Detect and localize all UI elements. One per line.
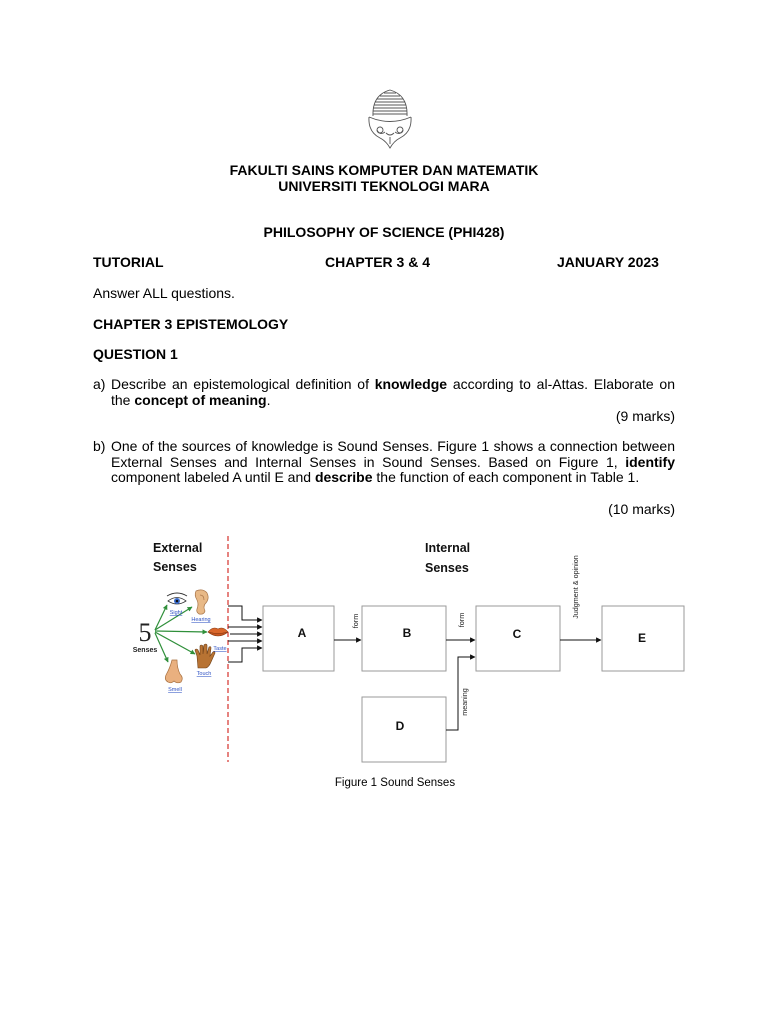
part-a-keyword: knowledge (374, 376, 448, 392)
senses-count: 5 (138, 618, 152, 647)
external-senses-label: External (153, 541, 203, 555)
external-senses-label: Senses (153, 560, 197, 574)
university-logo (360, 86, 420, 152)
nose-icon (165, 660, 182, 683)
logo-center-mark (386, 133, 394, 144)
document-type: TUTORIAL (93, 254, 164, 270)
eye-icon (167, 593, 187, 604)
arrow-label-d-to-c: meaning (460, 688, 469, 716)
section-title: CHAPTER 3 EPISTEMOLOGY (93, 316, 289, 332)
part-a-segment: according to al-Attas. Elaborate on the (111, 376, 675, 408)
five-senses-illustration (133, 590, 228, 693)
part-b-marker: b) (93, 438, 106, 454)
sense-label-touch: Touch (196, 671, 212, 677)
internal-senses-label: Internal (425, 541, 471, 555)
input-arrow (228, 606, 262, 620)
sense-arrow-touch (155, 632, 195, 654)
question-title: QUESTION 1 (93, 346, 178, 362)
part-b-segment: component labeled A until E and (111, 469, 315, 486)
sense-label-smell: Smell (168, 687, 182, 693)
part-b-keyword: describe (314, 469, 373, 486)
part-a-segment: Describe an epistemological definition of (111, 376, 375, 392)
part-b-marks: (10 marks) (608, 501, 675, 517)
component-label-b: B (402, 626, 412, 640)
sound-senses-figure (0, 520, 768, 780)
component-label-c: C (512, 627, 522, 641)
part-b-segment: One of the sources of knowledge is Sound Senses. Figure 1 shows a connection between External Senses and Internal Senses in Sound Senses. Based on Figure 1, (111, 438, 675, 470)
input-arrows-to-a (228, 606, 262, 662)
lips-icon (208, 628, 228, 636)
ear-icon (195, 590, 208, 614)
hand-icon (195, 644, 215, 668)
part-b-keyword: identify (625, 453, 675, 470)
faculty-name: FAKULTI SAINS KOMPUTER DAN MATEMATIK (229, 162, 539, 178)
arrow-label-a-to-b: form (351, 613, 360, 629)
part-b-text (111, 439, 675, 486)
arrow-label-c-to-e: Judgment & opinion (571, 555, 580, 619)
component-label-d: D (395, 719, 405, 733)
logo-book-stack (373, 93, 407, 114)
chapter-range: CHAPTER 3 & 4 (325, 254, 431, 270)
logo-outline-top (373, 90, 407, 116)
university-name: UNIVERSITI TEKNOLOGI MARA (278, 178, 490, 194)
instruction-text: Answer ALL questions. (93, 285, 235, 301)
component-label-a: A (297, 626, 307, 640)
internal-senses-label: Senses (425, 561, 469, 575)
input-arrow (228, 648, 262, 662)
sense-label-sight: Sight (169, 610, 183, 616)
part-a-segment: . (266, 391, 271, 408)
part-a-marks: (9 marks) (615, 408, 675, 424)
sense-label-taste: Taste (213, 646, 227, 652)
sense-label-hearing: Hearing (191, 617, 211, 623)
component-label-e: E (637, 631, 647, 645)
part-a-marker: a) (93, 376, 106, 392)
part-a-keyword: concept of meaning (134, 391, 267, 408)
course-title: PHILOSOPHY OF SCIENCE (PHI428) (263, 224, 505, 240)
logo-bowl (369, 117, 411, 122)
arrow-label-b-to-c: form (457, 612, 466, 628)
sense-arrow-taste (155, 631, 207, 632)
senses-caption: Senses (132, 647, 158, 654)
semester-date: JANUARY 2023 (557, 254, 659, 270)
part-a-text (111, 377, 675, 408)
figure-caption: Figure 1 Sound Senses (334, 777, 456, 789)
part-b-segment: the function of each component in Table 1. (372, 469, 640, 486)
